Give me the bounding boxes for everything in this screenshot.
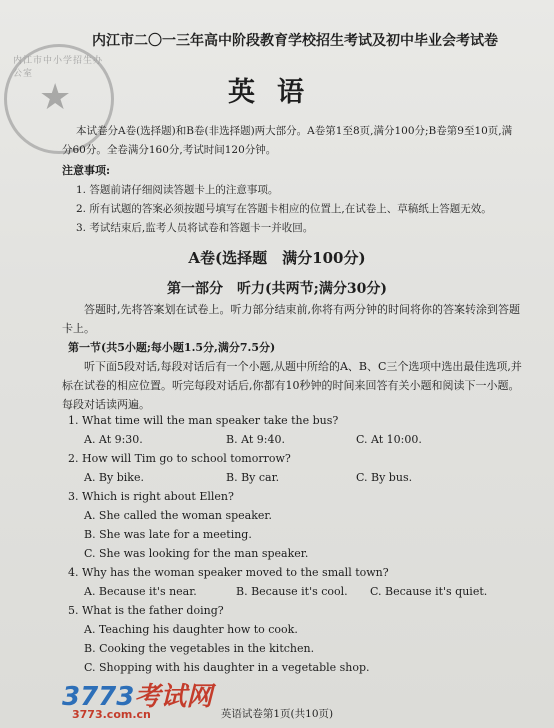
option-5b: B. Cooking the vegetables in the kitchen. [84, 642, 315, 655]
site-url: 3773.com.cn [72, 708, 151, 721]
question-1: 1. What time will the man speaker take the bus? [68, 414, 339, 427]
option-4c: C. Because it's quiet. [370, 585, 488, 598]
exam-header-title: 内江市二〇一三年高中阶段教育学校招生考试及初中毕业会考试卷 [92, 33, 498, 49]
notes-list [76, 181, 524, 238]
note-item: 3. 考试结束后,监考人员将试卷和答题卡一并收回。 [76, 222, 314, 234]
option-5a: A. Teaching his daughter how to cook. [84, 623, 298, 636]
option-4b: B. Because it's cool. [236, 585, 348, 598]
site-logo-number: 3773 [62, 682, 135, 712]
section1-description: 听下面5段对话,每段对话后有一个小题,从题中所给的A、B、C三个选项中选出最佳选项,并标在试卷的相应位置。听完每段对话后,你都有10秒钟的时间来回答有关小题和阅读下一小题。每段对话读两遍。 [62, 360, 522, 411]
part-one-title: 第一部分 听力(共两节;满分30分) [167, 281, 387, 297]
option-1a: A. At 9:30. [84, 433, 143, 446]
option-1b: B. At 9:40. [226, 433, 285, 446]
note-item: 2. 所有试题的答案必须按题号填写在答题卡相应的位置上,在试卷上、草稿纸上答题无效。 [76, 203, 492, 215]
stamp-text: 内江市中小学招生办公室 [13, 56, 104, 79]
question-2: 2. How will Tim go to school tomorrow? [68, 452, 291, 465]
star-icon: ★ [39, 77, 72, 118]
notes-heading: 注意事项: [62, 164, 111, 177]
option-3c: C. She was looking for the man speaker. [84, 547, 309, 560]
section-a-title: A卷(选择题 满分100分) [188, 249, 366, 267]
answer-instructions: 答题时,先将答案划在试卷上。听力部分结束前,你将有两分钟的时间将你的答案转涂到答题卡上。 [62, 303, 520, 335]
page-footer: 英语试卷第1页(共10页) [220, 708, 334, 720]
option-3b: B. She was late for a meeting. [84, 528, 252, 541]
question-4: 4. Why has the woman speaker moved to the small town? [68, 566, 389, 579]
question-3: 3. Which is right about Ellen? [68, 490, 234, 503]
option-2b: B. By car. [226, 471, 280, 484]
option-3a: A. She called the woman speaker. [84, 509, 272, 522]
site-logo-text: 考试网 [134, 682, 213, 712]
option-2a: A. By bike. [84, 471, 144, 484]
option-2c: C. By bus. [356, 471, 413, 484]
option-5c: C. Shopping with his daughter in a vegetable shop. [84, 661, 370, 674]
subject-title: 英语 [228, 77, 326, 108]
note-item: 1. 答题前请仔细阅读答题卡上的注意事项。 [76, 184, 279, 196]
option-1c: C. At 10:00. [356, 433, 422, 446]
option-4a: A. Because it's near. [84, 585, 197, 598]
intro-paragraph: 本试卷分A卷(选择题)和B卷(非选择题)两大部分。A卷第1至8页,满分100分;B卷第9至10页,满分60分。全卷满分160分,考试时间120分钟。 [62, 125, 513, 156]
section1-heading: 第一节(共5小题;每小题1.5分,满分7.5分) [68, 341, 276, 354]
question-5: 5. What is the father doing? [68, 604, 224, 617]
